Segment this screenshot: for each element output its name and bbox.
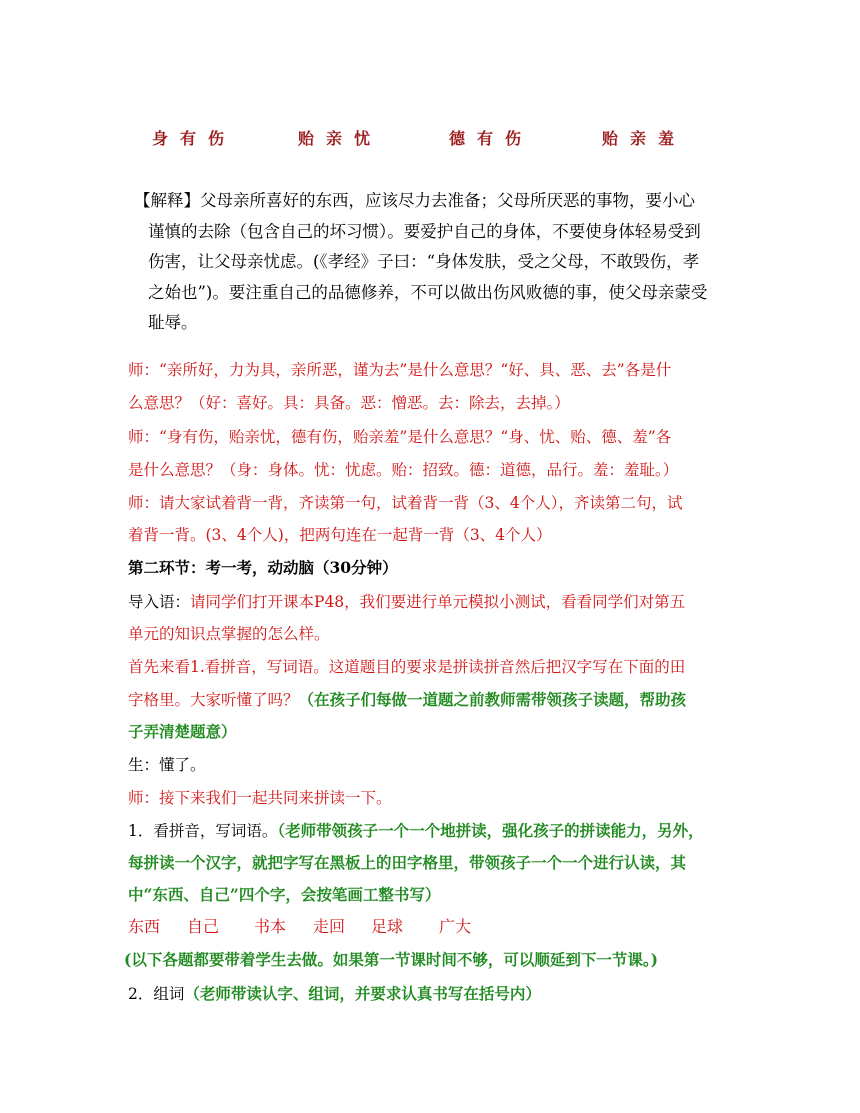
question-1-line-1: [128, 819, 704, 841]
remaining-note: (以下各题都要带着学生去做。如果第一节课时间不够，可以顺延到下一节课。): [124, 950, 658, 969]
student-reply: 生：懂了。: [128, 756, 206, 774]
teacher-question-2-line-2: 是什么意思？（身：身体。忧：忧虑。贻：招致。德：道德，品行。羞：羞耻。）: [128, 461, 679, 479]
first-instruction-line-2: [128, 688, 686, 710]
explanation-line: 耻辱。: [148, 313, 198, 332]
word-item: 东西: [128, 917, 161, 936]
explanation-paragraph: [134, 186, 734, 339]
teacher-recite-line-2: 着背一背。(3、4个人)，把两句连在一起背一背（3、4个人）: [128, 526, 552, 544]
first-instruction-green: （在孩子们每做一道题之前教师需带领孩子读题，帮助孩: [298, 690, 687, 709]
intro-line-2: 单元的知识点掌握的怎么样。: [128, 625, 330, 643]
teacher-recite-line-1: 师：请大家试着背一背，齐读第一句，试着背一背（3、4个人），齐读第二句，试: [128, 494, 683, 512]
teacher-question-1-line-2: 么意思？（好：喜好。具：具备。恶：憎恶。去：除去，去掉。）: [128, 394, 570, 412]
explanation-line: 谨慎的去除（包含自己的坏习惯）。要爱护自己的身体，不要使身体轻易受到: [148, 221, 701, 241]
verse-phrase-4: 贻亲羞: [602, 129, 687, 148]
teacher-question-2-line-1: 师：“身有伤，贻亲忧，德有伤，贻亲羞”是什么意思？“身、忧、贻、德、羞”各: [128, 428, 672, 446]
question-2-label: 2．组词: [128, 985, 185, 1003]
intro-text: 请同学们打开课本P48，我们要进行单元模拟小测试，看看同学们对第五: [190, 593, 686, 611]
verse-phrase-1: 身有伤: [152, 129, 237, 148]
word-item: 足球: [371, 917, 404, 936]
section-2-title: 第二环节：考一考，动动脑（30分钟）: [128, 558, 398, 577]
intro-line-1: [128, 590, 685, 612]
word-item: 走回: [313, 917, 346, 936]
word-item: 自己: [187, 917, 220, 936]
explanation-line: 伤害，让父母亲忧虑。(《孝经》子曰：“身体发肤，受之父母，不敢毁伤，孝: [148, 252, 700, 271]
explanation-line: 之始也”)。要注重自己的品德修养，不可以做出伤风败德的事，使父母亲蒙受: [148, 282, 708, 302]
question-2-line: [128, 982, 541, 1004]
first-instruction-red: 字格里。大家听懂了吗？: [128, 691, 299, 709]
verse-heading: [0, 126, 860, 150]
first-instruction-line-3: 子弄清楚题意）: [128, 722, 237, 741]
question-1-line-3: 中“东西、自己”四个字，会按笔画工整书写）: [128, 885, 441, 904]
intro-label: 导入语：: [128, 593, 191, 611]
question-1-note: （老师带领孩子一个一个地拼读，强化孩子的拼读能力，另外，: [277, 821, 704, 840]
question-2-note: （老师带读认字、组词，并要求认真书写在括号内）: [184, 984, 541, 1003]
word-item: 书本: [254, 917, 287, 936]
verse-phrase-2: 贻亲忧: [298, 129, 383, 148]
question-1-line-2: 每拼读一个汉字，就把字写在黑板上的田字格里，带领孩子一个一个进行认读，其: [128, 853, 687, 872]
question-1-label: 1．看拼音，写词语。: [128, 822, 278, 840]
first-instruction-line-1: 首先来看1.看拼音，写词语。这道题目的要求是拼读拼音然后把汉字写在下面的田: [128, 658, 686, 676]
word-item: 广大: [439, 917, 472, 936]
explanation-line: 【解释】父母亲所喜好的东西，应该尽力去准备；父母所厌恶的事物，要小心: [134, 191, 695, 210]
verse-phrase-3: 德有伤: [449, 129, 534, 148]
teacher-next: 师：接下来我们一起共同来拼读一下。: [128, 789, 392, 807]
teacher-question-1-line-1: 师：“亲所好，力为具，亲所恶，谨为去”是什么意思？“好、具、恶、去”各是什: [128, 361, 672, 379]
